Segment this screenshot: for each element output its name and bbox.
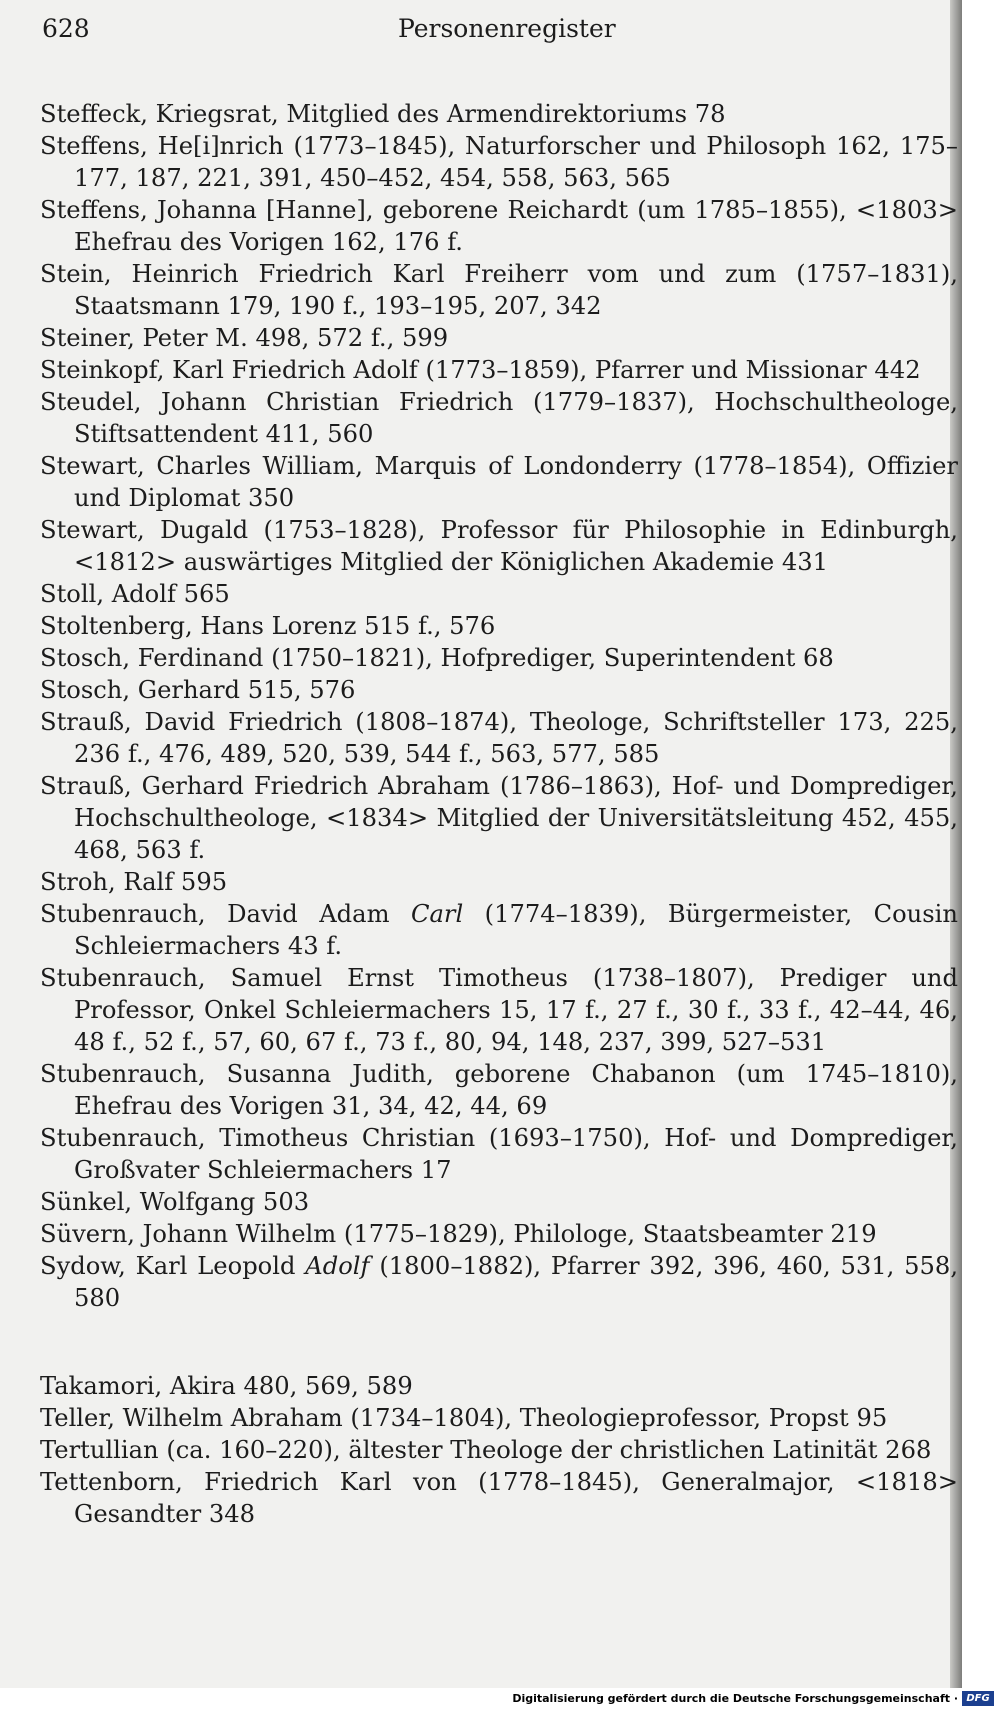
index-entry: Stoltenberg, Hans Lorenz 515 f., 576 <box>40 612 496 640</box>
index-entry <box>40 898 958 962</box>
index-entry: Stosch, Gerhard 515, 576 <box>40 676 356 704</box>
index-entry: Steinkopf, Karl Friedrich Adolf (1773–1859), Pfarrer und Missionar 442 <box>40 356 921 384</box>
index-entry: Stoll, Adolf 565 <box>40 580 230 608</box>
letter-section-gap <box>40 1314 958 1370</box>
funding-credit: Digitalisierung gefördert durch die Deutsche Forschungsgemeinschaft · <box>512 1692 958 1705</box>
index-entry: Tertullian (ca. 160–220), ältester Theologe der christlichen Latinität 268 <box>40 1436 932 1464</box>
index-entry: Takamori, Akira 480, 569, 589 <box>40 1372 413 1400</box>
dfg-logo: DFG <box>962 1691 994 1706</box>
index-entry: Sünkel, Wolfgang 503 <box>40 1188 310 1216</box>
index-entry: Steiner, Peter M. 498, 572 f., 599 <box>40 324 449 352</box>
index-entry: Teller, Wilhelm Abraham (1734–1804), Theologieprofessor, Propst 95 <box>40 1404 888 1432</box>
index-entry: Strauß, David Friedrich (1808–1874), Theologe, Schriftsteller 173, 225, 236 f., 476, 489, 520, 539, 544 f., 563, 577, 585 <box>40 708 958 768</box>
index-entry: Süvern, Johann Wilhelm (1775–1829), Philologe, Staatsbeamter 219 <box>40 1220 877 1248</box>
entry-text: (1800–1882), Pfarrer 392, 396, 460, 531, 558, 580 <box>74 1252 959 1312</box>
index-entry: Stewart, Charles William, Marquis of Londonderry (1778–1854), Offizier und Diplomat 350 <box>40 452 958 512</box>
index-entry: Stein, Heinrich Friedrich Karl Freiherr vom und zum (1757–1831), Staatsmann 179, 190 f., 193–195, 207, 342 <box>40 260 958 320</box>
entry-italic-name: Carl <box>410 900 464 928</box>
index-entry: Steudel, Johann Christian Friedrich (1779–1837), Hochschultheologe, Stiftsattendent 411, 560 <box>40 388 958 448</box>
entry-text: Stubenrauch, David Adam <box>40 900 411 928</box>
index-entry: Stosch, Ferdinand (1750–1821), Hofprediger, Superintendent 68 <box>40 644 834 672</box>
digitization-footer <box>0 1688 1000 1711</box>
entry-italic-name: Adolf <box>305 1252 370 1280</box>
running-head: Personenregister <box>398 14 616 43</box>
index-entry: Steffens, Johanna [Hanne], geborene Reichardt (um 1785–1855), <1803> Ehefrau des Vorigen 162, 176 f. <box>40 196 958 256</box>
entry-text: (1774–1839), Bürgermeister, Cousin Schleiermachers 43 f. <box>74 900 958 960</box>
index-entry: Stubenrauch, Samuel Ernst Timotheus (1738–1807), Prediger und Professor, Onkel Schleiermachers 15, 17 f., 27 f., 30 f., 33 f., 42–44, 46, 48 f., 52 f., 57, 60, 67 f., 73 f., 80, 94, 148, 237, 399, 527–531 <box>40 964 958 1056</box>
index-entry: Tettenborn, Friedrich Karl von (1778–1845), Generalmajor, <1818> Gesandter 348 <box>40 1468 958 1528</box>
index-entry: Stroh, Ralf 595 <box>40 868 228 896</box>
entry-text: Sydow, Karl Leopold <box>40 1252 306 1280</box>
index-entry: Stubenrauch, Susanna Judith, geborene Chabanon (um 1745–1810), Ehefrau des Vorigen 31, 34, 42, 44, 69 <box>40 1060 958 1120</box>
index-entries <box>40 98 958 1530</box>
index-entry: Stewart, Dugald (1753–1828), Professor für Philosophie in Edinburgh, <1812> auswärtiges Mitglied der Königlichen Akademie 431 <box>40 516 958 576</box>
index-entry: Strauß, Gerhard Friedrich Abraham (1786–1863), Hof- und Domprediger, Hochschultheologe, <1834> Mitglied der Universitätsleitung 452, 455, 468, 563 f. <box>40 772 958 864</box>
index-entry: Stubenrauch, Timotheus Christian (1693–1750), Hof- und Domprediger, Großvater Schleiermachers 17 <box>40 1124 958 1184</box>
index-entry: Steffens, He[i]nrich (1773–1845), Naturforscher und Philosoph 162, 175–177, 187, 221, 391, 450–452, 454, 558, 563, 565 <box>40 132 958 192</box>
index-entry <box>40 1250 958 1314</box>
page-number: 628 <box>42 14 90 43</box>
index-entry: Steffeck, Kriegsrat, Mitglied des Armendirektoriums 78 <box>40 100 726 128</box>
